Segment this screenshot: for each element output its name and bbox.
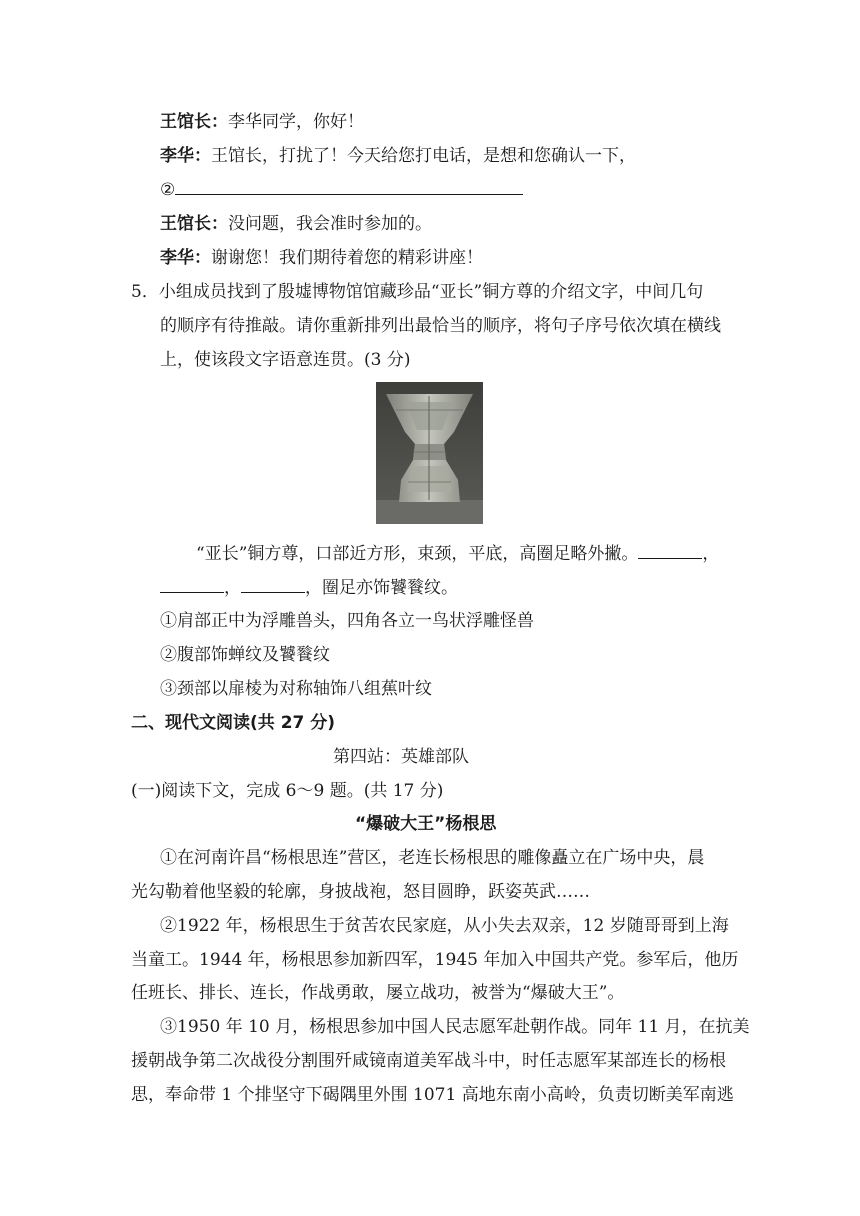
answer-blank-3[interactable] bbox=[241, 576, 305, 593]
dialogue-text: 李华同学，你好！ bbox=[228, 112, 364, 132]
dialogue-line-4 bbox=[160, 246, 483, 270]
option-3: ③颈部以扉棱为对称轴饰八组蕉叶纹 bbox=[160, 679, 432, 699]
station-title: 第四站：英雄部队 bbox=[333, 747, 469, 767]
dialogue-line-3 bbox=[160, 212, 432, 236]
answer-blank-1[interactable] bbox=[638, 542, 702, 559]
question-5-line-3: 上，使该段文字语意连贯。(3 分) bbox=[160, 350, 411, 370]
speaker-label: 李华： bbox=[160, 248, 211, 268]
passage-line-1 bbox=[196, 542, 719, 566]
dialogue-text: 没问题，我会准时参加的。 bbox=[228, 214, 432, 234]
paragraph-2-line-1: ②1922 年，杨根思生于贫苦农民家庭，从小失去双亲，12 岁随哥哥到上海 bbox=[160, 916, 729, 936]
blank-marker: ② bbox=[160, 180, 176, 200]
answer-blank-line bbox=[160, 178, 523, 202]
answer-blank-2[interactable] bbox=[160, 576, 224, 593]
passage-line-2 bbox=[160, 576, 458, 600]
dialogue-text: 王馆长，打扰了！今天给您打电话，是想和您确认一下， bbox=[211, 146, 636, 166]
option-2: ②腹部饰蝉纹及饕餮纹 bbox=[160, 645, 330, 665]
paragraph-1-line-1: ①在河南许昌“杨根思连”营区，老连长杨根思的雕像矗立在广场中央，晨 bbox=[160, 848, 705, 868]
dialogue-line-2 bbox=[160, 144, 636, 168]
comma: ， bbox=[702, 544, 720, 564]
paragraph-3-line-3: 思，奉命带 1 个排坚守下碣隅里外围 1071 高地东南小高岭，负责切断美军南逃 bbox=[131, 1085, 734, 1105]
paragraph-3-line-2: 援朝战争第二次战役分割围歼咸镜南道美军战斗中，时任志愿军某部连长的杨根 bbox=[131, 1051, 726, 1071]
question-5-line-2: 的顺序有待推敲。请你重新排列出最恰当的顺序，将句子序号依次填在横线 bbox=[160, 316, 721, 336]
bronze-zun-photo bbox=[376, 382, 483, 524]
speaker-label: 王馆长： bbox=[160, 112, 228, 132]
dialogue-text: 谢谢您！我们期待着您的精彩讲座！ bbox=[211, 248, 483, 268]
article-title: “爆破大王”杨根思 bbox=[355, 814, 497, 834]
paragraph-3-line-1: ③1950 年 10 月，杨根思参加中国人民志愿军赴朝作战。同年 11 月，在抗美 bbox=[160, 1017, 750, 1037]
dialogue-line-1 bbox=[160, 110, 364, 134]
question-5-line-1: 5．小组成员找到了殷墟博物馆馆藏珍品“亚长”铜方尊的介绍文字，中间几句 bbox=[131, 282, 704, 302]
paragraph-2-line-2: 当童工。1944 年，杨根思参加新四军，1945 年加入中国共产党。参军后，他历 bbox=[131, 950, 739, 970]
comma: ， bbox=[224, 578, 241, 598]
reading-instruction: (一)阅读下文，完成 6～9 题。(共 17 分) bbox=[131, 781, 444, 801]
passage-text: “亚长”铜方尊，口部近方形，束颈，平底，高圈足略外撇。 bbox=[196, 544, 639, 564]
speaker-label: 王馆长： bbox=[160, 214, 228, 234]
section-heading: 二、现代文阅读(共 27 分) bbox=[131, 713, 336, 733]
speaker-label: 李华： bbox=[160, 146, 211, 166]
paragraph-1-line-2: 光勾勒着他坚毅的轮廓，身披战袍，怒目圆睁，跃姿英武…… bbox=[131, 882, 590, 902]
passage-end: ，圈足亦饰饕餮纹。 bbox=[305, 578, 458, 598]
option-1: ①肩部正中为浮雕兽头，四角各立一鸟状浮雕怪兽 bbox=[160, 611, 534, 631]
answer-blank[interactable] bbox=[175, 178, 523, 195]
paragraph-2-line-3: 任班长、排长、连长，作战勇敢，屡立战功，被誉为“爆破大王”。 bbox=[131, 983, 625, 1003]
